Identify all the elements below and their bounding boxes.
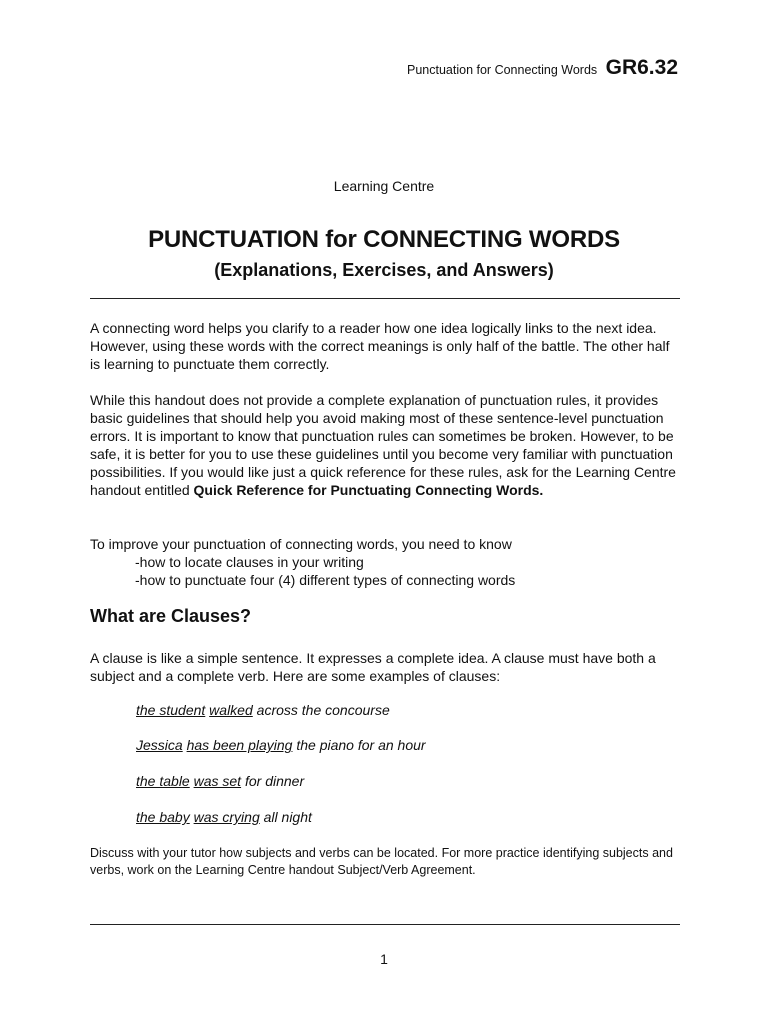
example-rest: across the concourse	[252, 702, 390, 718]
example-subject: the baby	[136, 809, 190, 825]
tutor-note: Discuss with your tutor how subjects and verbs can be located. For more practice identifying subjects and verbs, work on the Learning Centre handout Subject/Verb Agreement.	[90, 846, 673, 877]
example-rest: the piano for an hour	[292, 737, 426, 753]
header-doc-title: Punctuation for Connecting Words	[407, 63, 598, 77]
example-verb: was crying	[193, 809, 260, 825]
clause-example	[136, 773, 304, 789]
improve-intro: To improve your punctuation of connecting words, you need to know	[90, 536, 512, 552]
guidelines-text: While this handout does not provide a complete explanation of punctuation rules, it provides basic guidelines that should help you avoid making most of these sentence-level punctuation errors. It is important to know that punctuation rules can sometimes be broken. However, to be safe, it is better for you to use these guidelines until you become very familiar with punctuation possibilities. If you would like just a quick reference for these rules, ask for the Learning Centre handout entitled	[90, 392, 676, 498]
example-verb: has been playing	[186, 737, 293, 753]
example-subject: the student	[136, 702, 206, 718]
section-heading: What are Clauses?	[90, 606, 252, 626]
example-rest: all night	[259, 809, 312, 825]
list-item: -how to punctuate four (4) different types of connecting words	[135, 572, 516, 588]
example-rest: for dinner	[241, 773, 305, 789]
running-header	[407, 56, 678, 80]
organization-name: Learning Centre	[333, 178, 435, 194]
top-divider	[90, 298, 680, 299]
clause-example	[136, 809, 312, 825]
page-number: 1	[380, 951, 388, 967]
list-item: -how to locate clauses in your writing	[135, 554, 364, 570]
intro-paragraph: A connecting word helps you clarify to a reader how one idea logically links to the next idea. However, using these words with the correct meanings is only half of the battle. The other half is learning to punctuate them correctly.	[90, 320, 670, 372]
bottom-divider	[90, 924, 680, 925]
clause-example	[136, 737, 426, 753]
example-verb: walked	[209, 702, 253, 718]
page-subtitle: (Explanations, Exercises, and Answers)	[214, 260, 554, 280]
improve-paragraph	[90, 535, 680, 589]
example-verb: was set	[193, 773, 242, 789]
header-doc-code: GR6.32	[605, 56, 678, 79]
clause-example	[136, 702, 390, 718]
page-title: PUNCTUATION for CONNECTING WORDS	[148, 226, 620, 253]
guidelines-paragraph	[90, 391, 680, 499]
clause-definition: A clause is like a simple sentence. It expresses a complete idea. A clause must have both a subject and a complete verb. Here are some examples of clauses:	[90, 650, 656, 684]
example-subject: the table	[136, 773, 190, 789]
example-subject: Jessica	[136, 737, 183, 753]
quick-reference-title: Quick Reference for Punctuating Connecting Words.	[193, 482, 544, 498]
